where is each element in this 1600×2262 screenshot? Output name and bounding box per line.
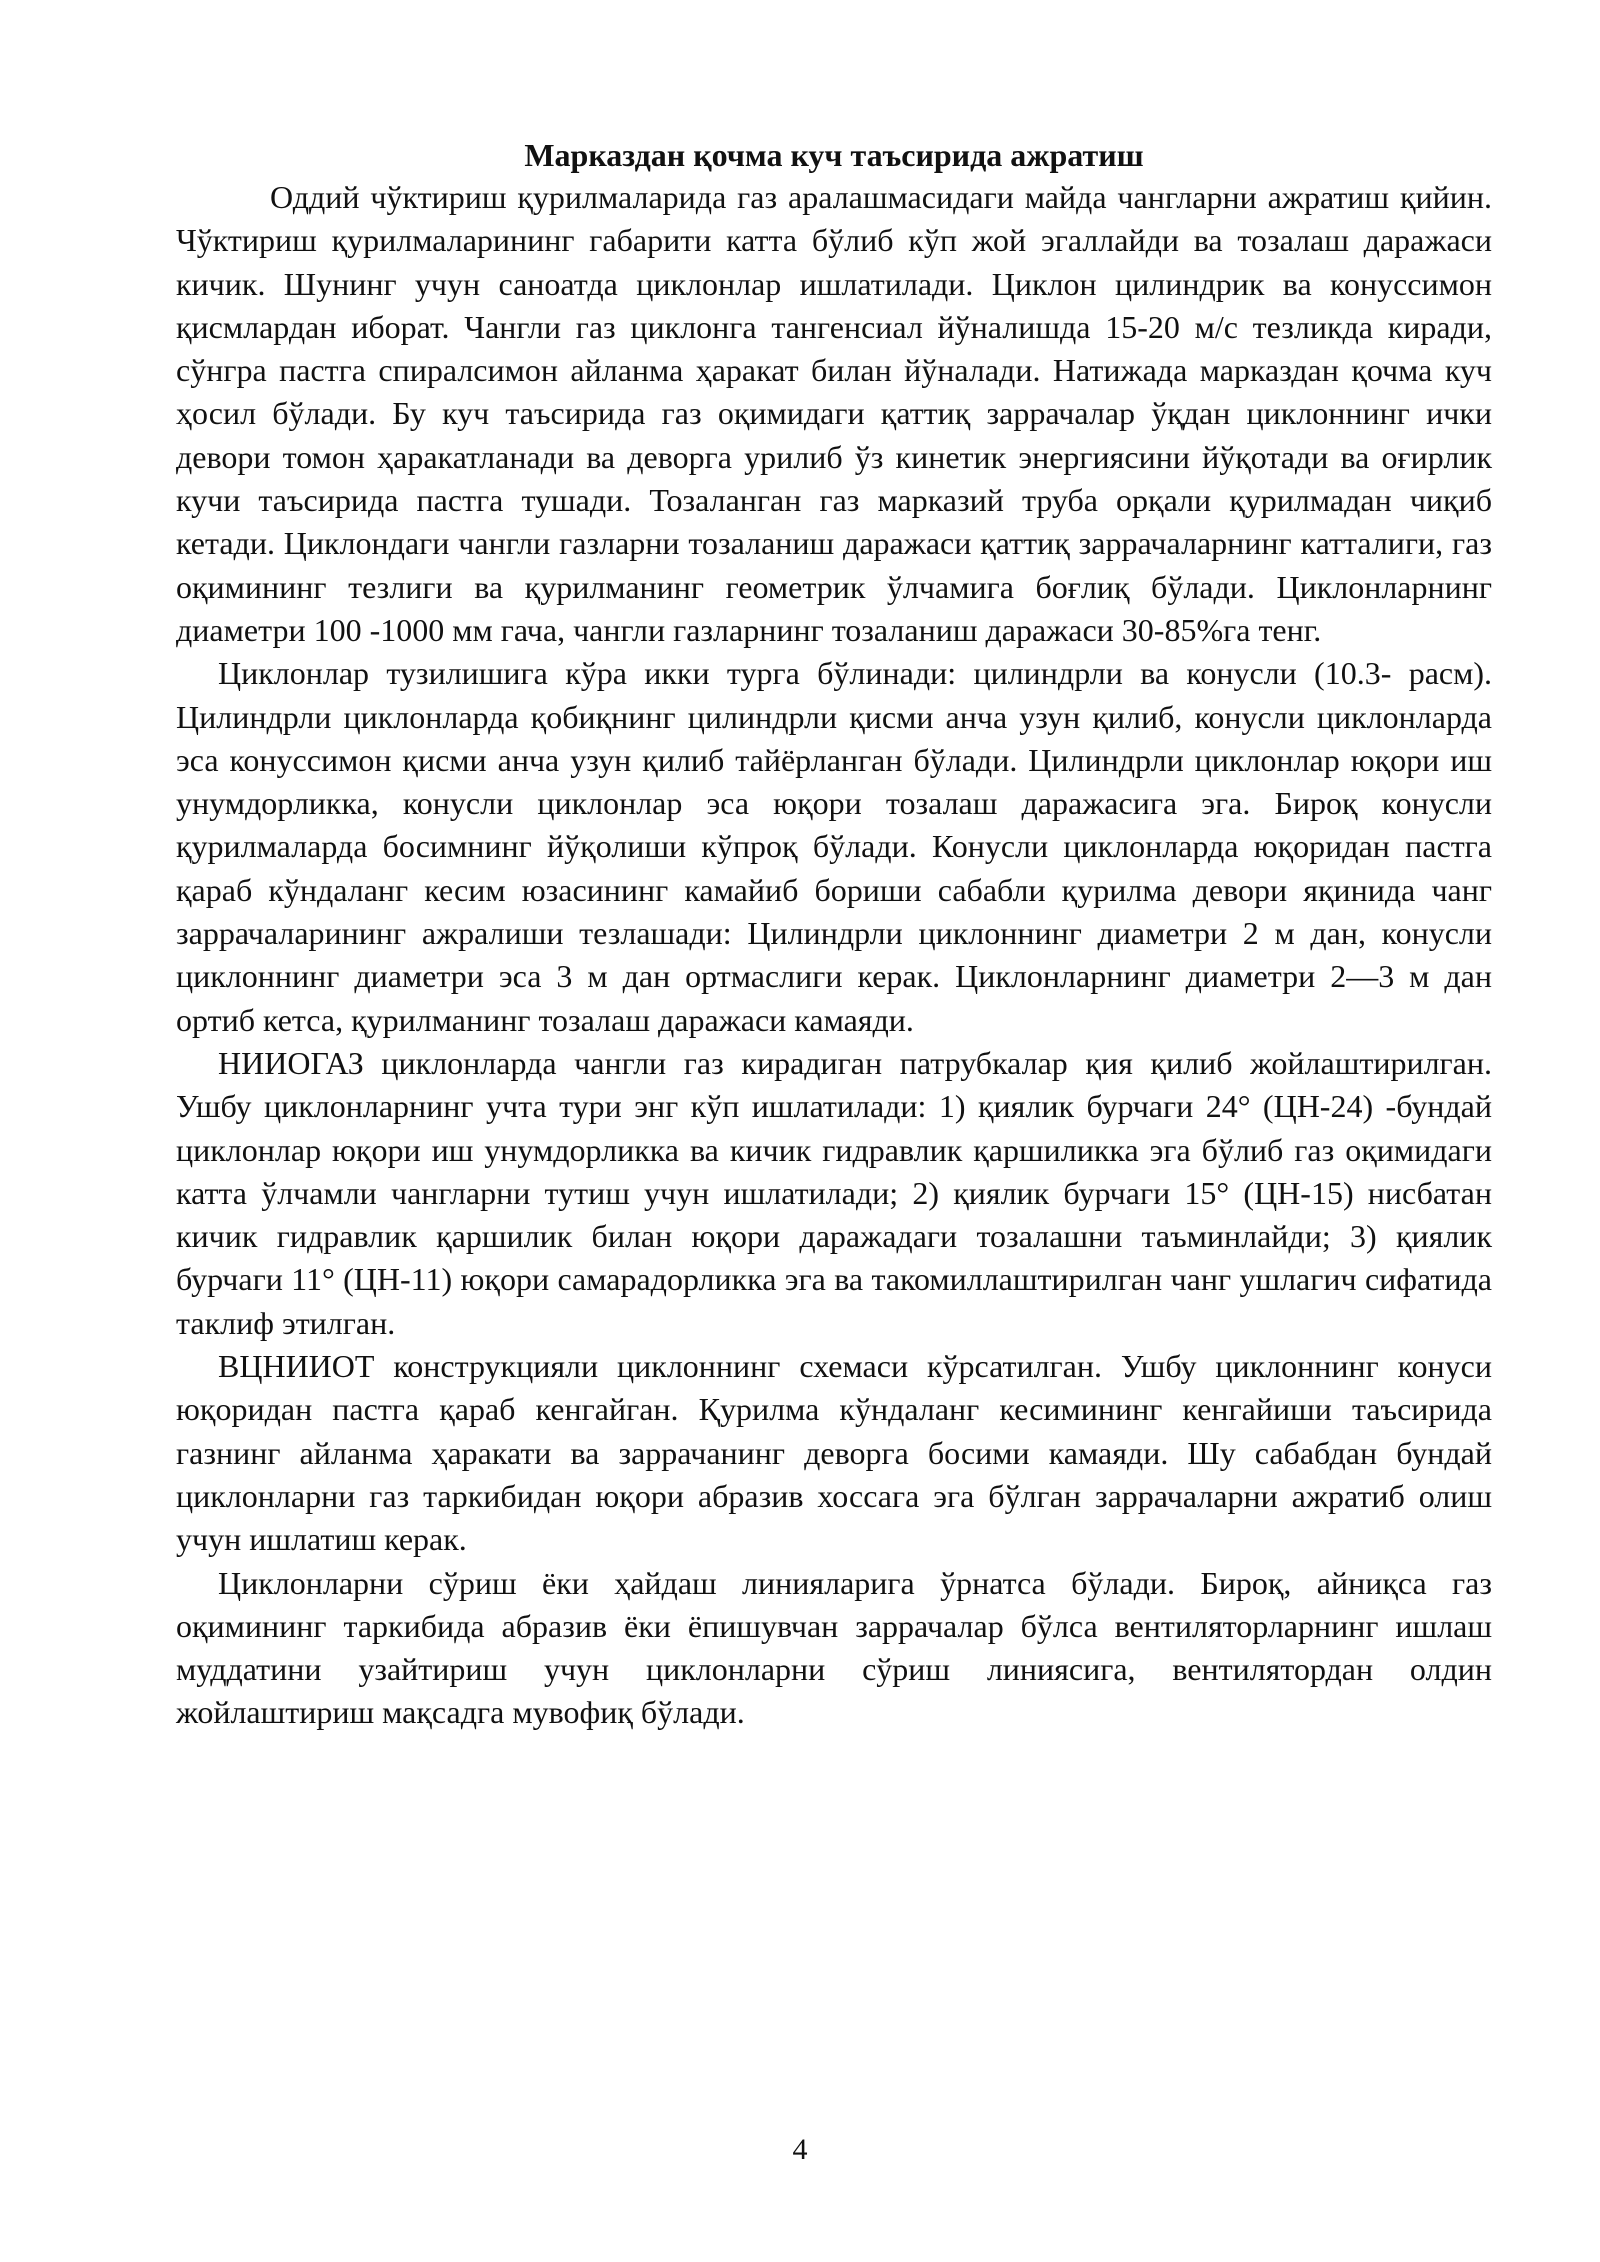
paragraph-4: ВЦНИИОТ конструкцияли циклоннинг схемаси кўрсатилган. Ушбу циклоннинг конуси юқоридан пастга қараб кенгайган. Қурилма кўндаланг кесимининг кенгайиши таъсирида газнинг айланма ҳаракати ва заррачанинг деворга босими камаяди. Шу сабабдан бундай циклонларни газ таркибидан юқори абразив хоссага эга бўлган заррачаларни ажратиб олиш учун ишлатиш керак.: [176, 1348, 1492, 1558]
paragraph-3: НИИОГАЗ циклонларда чангли газ кирадиган патрубкалар қия қилиб жойлаштирилган. Ушбу циклонларнинг учта тури энг кўп ишлатилади: 1) қиялик бурчаги 24° (ЦН-24) -бундай циклонлар юқори иш унумдорликка ва кичик гидравлик қаршиликка эга бўлиб газ оқимидаги катта ўлчамли чангларни тутиш учун ишлатилади; 2) қиялик бурчаги 15° (ЦН-15) нисбатан кичик гидравлик қаршилик билан юқори даражадаги тозалашни таъминлайди; 3) қиялик бурчаги 11° (ЦН-11) юқори самарадорликка эга ва такомиллаштирилган чанг ушлагич сифатида таклиф этилган.: [176, 1044, 1492, 1341]
section-title: Марказдан қочма куч таъсирида ажратиш: [524, 137, 1144, 173]
page-number: 4: [792, 2133, 808, 2166]
paragraph-1: Оддий чўктириш қурилмаларида газ аралашмасидаги майда чангларни ажратиш қийин. Чўктириш қурилмаларининг габарити катта бўлиб кўп жой эгаллайди ва тозалаш даражаси кичик. Шунинг учун саноатда циклонлар ишлатилади. Циклон цилиндрик ва конуссимон қисмлардан иборат. Чангли газ циклонга тангенсиал йўналишда 15-20 м/с тезликда киради, сўнгра пастга спиралсимон айланма ҳаракат билан йўналади. Натижада марказдан қочма куч ҳосил бўлади. Бу куч таъсирида газ оқимидаги қаттиқ заррачалар ўқдан циклоннинг ички девори томон ҳаракатланади ва деворга урилиб ўз кинетик энергиясини йўқотади ва оғирлик кучи таъсирида пастга тушади. Тозаланган газ марказий труба орқали қурилмадан чиқиб кетади. Циклондаги чангли газларни тозаланиш даражаси қаттиқ заррачаларнинг катталиги, газ оқимининг тезлиги ва қурилманинг геометрик ўлчамига боғлиқ бўлади. Циклонларнинг диаметри 100 -1000 мм гача, чангли газларнинг тозаланиш даражаси 30-85%га тенг.: [176, 179, 1492, 648]
document-page: [176, 134, 1492, 1735]
paragraph-5: Циклонларни сўриш ёки ҳайдаш линияларига ўрнатса бўлади. Бироқ, айниқса газ оқимининг таркибида абразив ёки ёпишувчан заррачалар бўлса вентиляторларнинг ишлаш муддатини узайтириш учун циклонларни сўриш линиясига, вентилятордан олдин жойлаштириш мақсадга мувофиқ бўлади.: [176, 1564, 1492, 1731]
paragraph-2: Циклонлар тузилишига кўра икки турга бўлинади: цилиндрли ва конусли (10.3- расм). Цилиндрли циклонларда қобиқнинг цилиндрли қисми анча узун қилиб, конусли циклонларда эса конуссимон қисми анча узун қилиб тайёрланган бўлади. Цилиндрли циклонлар юқори иш унумдорликка, конусли циклонлар эса юқори тозалаш даражасига эга. Бироқ конусли қурилмаларда босимнинг йўқолиши кўпроқ бўлади. Конусли циклонларда юқоридан пастга қараб кўндаланг кесим юзасининг камайиб бориши сабабли қурилма девори яқинида чанг заррачаларининг ажралиши тезлашади: Цилиндрли циклоннинг диаметри 2 м дан, конусли циклоннинг диаметри эса 3 м дан ортмаслиги керак. Циклонларнинг диаметри 2—3 м дан ортиб кетса, қурилманинг тозалаш даражаси камаяди.: [176, 655, 1492, 1038]
